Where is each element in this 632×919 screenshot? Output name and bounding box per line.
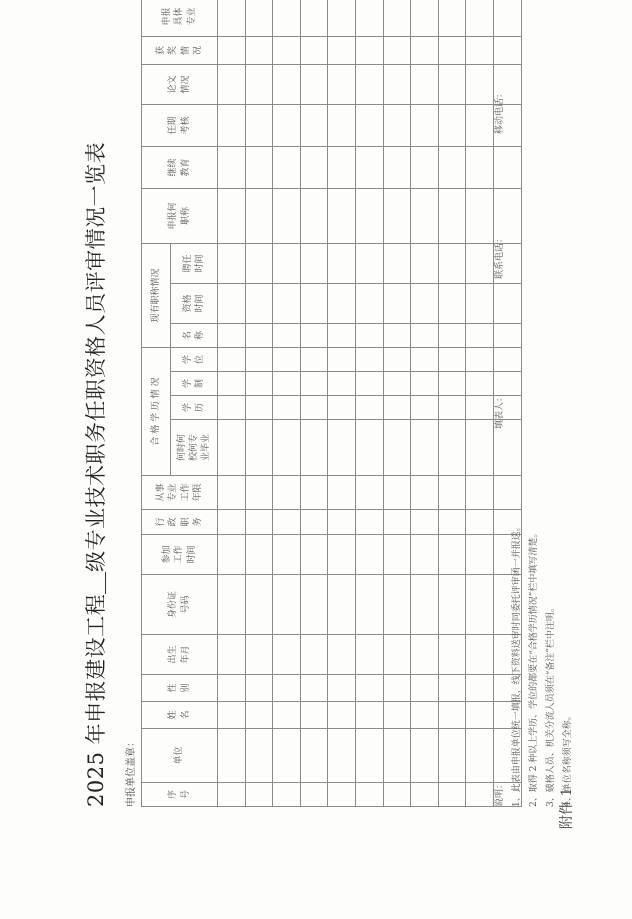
table-cell[interactable] — [273, 0, 301, 36]
table-cell[interactable] — [245, 702, 273, 729]
table-cell[interactable] — [355, 635, 383, 675]
table-cell[interactable] — [438, 348, 466, 372]
table-cell[interactable] — [438, 104, 466, 146]
table-cell[interactable] — [383, 575, 411, 635]
table-cell[interactable] — [383, 146, 411, 188]
table-cell[interactable] — [466, 396, 494, 420]
unit-seal-label: 申报单位盖章： — [126, 737, 137, 807]
table-cell[interactable] — [218, 243, 246, 283]
table-cell[interactable] — [328, 575, 356, 635]
table-cell[interactable] — [411, 348, 439, 372]
table-cell[interactable] — [328, 0, 356, 36]
table-row — [300, 0, 328, 807]
table-cell[interactable] — [218, 535, 246, 575]
table-cell[interactable] — [273, 348, 301, 372]
table-cell[interactable] — [411, 64, 439, 104]
table-cell[interactable] — [383, 64, 411, 104]
table-cell[interactable] — [245, 146, 273, 188]
table-cell[interactable] — [328, 510, 356, 535]
table-cell[interactable] — [273, 64, 301, 104]
table-cell[interactable] — [355, 243, 383, 283]
table-cell[interactable] — [383, 243, 411, 283]
table-cell[interactable] — [218, 396, 246, 420]
table-cell[interactable] — [493, 348, 521, 372]
table-cell[interactable] — [218, 104, 246, 146]
table-cell[interactable] — [245, 348, 273, 372]
table-cell[interactable] — [245, 420, 273, 476]
table-cell[interactable] — [300, 36, 328, 64]
table-cell[interactable] — [300, 104, 328, 146]
table-cell[interactable] — [438, 510, 466, 535]
header-schooling: 学制 — [171, 372, 218, 396]
table-cell[interactable] — [466, 535, 494, 575]
table-cell[interactable] — [411, 476, 439, 510]
table-cell[interactable] — [466, 64, 494, 104]
table-cell[interactable] — [300, 284, 328, 324]
table-cell[interactable] — [273, 146, 301, 188]
header-grad-school: 何时何校何专业毕业 — [171, 420, 218, 476]
table-cell[interactable] — [328, 284, 356, 324]
table-cell[interactable] — [273, 372, 301, 396]
table-body — [218, 0, 522, 807]
table-cell[interactable] — [300, 243, 328, 283]
table-cell[interactable] — [300, 188, 328, 243]
table-cell[interactable] — [411, 702, 439, 729]
attachment-label: 附件 1 — [559, 787, 575, 829]
table-cell[interactable] — [218, 575, 246, 635]
table-cell[interactable] — [383, 783, 411, 807]
table-cell[interactable] — [245, 104, 273, 146]
table-cell[interactable] — [411, 535, 439, 575]
table-cell[interactable] — [438, 372, 466, 396]
header-tenure-assess: 任期考核 — [142, 104, 218, 146]
table-cell[interactable] — [411, 783, 439, 807]
table-cell[interactable] — [411, 36, 439, 64]
table-cell[interactable] — [355, 0, 383, 36]
table-cell[interactable] — [245, 635, 273, 675]
table-cell[interactable] — [218, 372, 246, 396]
table-cell[interactable] — [466, 635, 494, 675]
table-cell[interactable] — [328, 146, 356, 188]
header-current-title-group: 现有职称情况 — [142, 243, 171, 347]
table-cell[interactable] — [438, 64, 466, 104]
table-row — [218, 0, 246, 807]
table-cell[interactable] — [245, 324, 273, 348]
table-cell[interactable] — [218, 348, 246, 372]
table-cell[interactable] — [218, 635, 246, 675]
table-cell[interactable] — [273, 535, 301, 575]
table-cell[interactable] — [438, 36, 466, 64]
table-cell[interactable] — [493, 372, 521, 396]
table-cell[interactable] — [328, 36, 356, 64]
table-cell[interactable] — [273, 510, 301, 535]
table-cell[interactable] — [273, 729, 301, 783]
table-cell[interactable] — [328, 635, 356, 675]
header-work-start: 参加工作时间 — [142, 535, 218, 575]
table-cell[interactable] — [383, 635, 411, 675]
table-cell[interactable] — [466, 372, 494, 396]
table-cell[interactable] — [383, 675, 411, 702]
table-cell[interactable] — [218, 188, 246, 243]
header-qual-time: 资格时间 — [171, 284, 218, 324]
table-cell[interactable] — [383, 36, 411, 64]
table-cell[interactable] — [328, 535, 356, 575]
table-cell[interactable] — [438, 396, 466, 420]
table-cell[interactable] — [383, 510, 411, 535]
table-cell[interactable] — [273, 783, 301, 807]
table-cell[interactable] — [300, 675, 328, 702]
table-cell[interactable] — [355, 104, 383, 146]
table-cell[interactable] — [218, 783, 246, 807]
table-cell[interactable] — [383, 372, 411, 396]
note-item: 1、此表由申报单位统一填报，线下资料送审时同委托评审函一并报送。 — [512, 522, 522, 807]
table-cell[interactable] — [466, 675, 494, 702]
table-cell[interactable] — [273, 702, 301, 729]
table-cell[interactable] — [493, 0, 521, 36]
table-cell[interactable] — [300, 783, 328, 807]
table-cell[interactable] — [328, 783, 356, 807]
table-cell[interactable] — [273, 284, 301, 324]
table-cell[interactable] — [218, 36, 246, 64]
table-cell[interactable] — [273, 476, 301, 510]
table-cell[interactable] — [300, 510, 328, 535]
table-row — [438, 0, 466, 807]
header-degree-edu: 学历 — [171, 396, 218, 420]
header-birth: 出生年月 — [142, 635, 218, 675]
table-cell[interactable] — [328, 476, 356, 510]
table-cell[interactable] — [411, 675, 439, 702]
table-cell[interactable] — [328, 675, 356, 702]
table-cell[interactable] — [466, 420, 494, 476]
table-cell[interactable] — [438, 675, 466, 702]
table-cell[interactable] — [466, 702, 494, 729]
table-cell[interactable] — [383, 702, 411, 729]
table-cell[interactable] — [328, 420, 356, 476]
table-cell[interactable] — [328, 64, 356, 104]
table-cell[interactable] — [245, 36, 273, 64]
table-cell[interactable] — [273, 188, 301, 243]
table-cell[interactable] — [355, 575, 383, 635]
table-cell[interactable] — [466, 146, 494, 188]
table-cell[interactable] — [438, 729, 466, 783]
table-cell[interactable] — [218, 729, 246, 783]
table-cell[interactable] — [383, 188, 411, 243]
table-cell[interactable] — [245, 64, 273, 104]
header-seq: 序号 — [142, 783, 218, 807]
table-cell[interactable] — [218, 510, 246, 535]
table-cell[interactable] — [438, 635, 466, 675]
table-cell[interactable] — [245, 783, 273, 807]
note-item: 3、破格人员、机关分流人员须在“备注”栏中注明。 — [546, 603, 556, 807]
table-cell[interactable] — [328, 372, 356, 396]
table-cell[interactable] — [383, 476, 411, 510]
filler-label: 填表人： — [495, 392, 505, 429]
header-admin-post: 行政职务 — [142, 510, 218, 535]
table-cell[interactable] — [383, 348, 411, 372]
table-cell[interactable] — [493, 36, 521, 64]
table-cell[interactable] — [411, 324, 439, 348]
table-cell[interactable] — [300, 635, 328, 675]
table-cell[interactable] — [218, 0, 246, 36]
header-specialty: 申报具体专业 — [142, 0, 218, 36]
table-cell[interactable] — [273, 635, 301, 675]
table-cell[interactable] — [411, 188, 439, 243]
table-cell[interactable] — [355, 420, 383, 476]
table-cell[interactable] — [245, 510, 273, 535]
table-cell[interactable] — [438, 476, 466, 510]
header-education-group: 合 格 学 历 情 况 — [142, 348, 171, 476]
table-cell[interactable] — [438, 243, 466, 283]
table-cell[interactable] — [273, 675, 301, 702]
table-cell[interactable] — [438, 0, 466, 36]
table-cell[interactable] — [273, 243, 301, 283]
header-gender: 性别 — [142, 675, 218, 702]
table-cell[interactable] — [383, 284, 411, 324]
table-cell[interactable] — [273, 324, 301, 348]
note-item: 2、取得 2 种以上学历、学位的都要在“合格学历情况”栏中填写清楚。 — [529, 528, 539, 807]
table-cell[interactable] — [273, 36, 301, 64]
table-cell[interactable] — [466, 36, 494, 64]
table-cell[interactable] — [466, 0, 494, 36]
table-cell[interactable] — [438, 146, 466, 188]
table-cell[interactable] — [411, 635, 439, 675]
table-cell[interactable] — [245, 675, 273, 702]
table-cell[interactable] — [218, 284, 246, 324]
header-name: 姓名 — [142, 702, 218, 729]
table-cell[interactable] — [411, 510, 439, 535]
table-cell[interactable] — [355, 284, 383, 324]
table-cell[interactable] — [300, 0, 328, 36]
table-row — [273, 0, 301, 807]
header-prof-years: 从事专业工作年限 — [142, 476, 218, 510]
table-cell[interactable] — [218, 146, 246, 188]
table-cell[interactable] — [438, 420, 466, 476]
table-cell[interactable] — [355, 729, 383, 783]
table-cell[interactable] — [438, 535, 466, 575]
table-cell[interactable] — [300, 372, 328, 396]
header-papers: 论文情况 — [142, 64, 218, 104]
table-cell[interactable] — [411, 284, 439, 324]
table-cell[interactable] — [383, 420, 411, 476]
table-cell[interactable] — [300, 348, 328, 372]
table-cell[interactable] — [383, 729, 411, 783]
table-cell[interactable] — [383, 324, 411, 348]
table-cell[interactable] — [438, 702, 466, 729]
table-cell[interactable] — [466, 729, 494, 783]
table-cell[interactable] — [245, 188, 273, 243]
table-cell[interactable] — [328, 702, 356, 729]
table-cell[interactable] — [300, 396, 328, 420]
table-cell[interactable] — [383, 535, 411, 575]
table-cell[interactable] — [355, 535, 383, 575]
table-row — [466, 0, 494, 807]
table-cell[interactable] — [218, 420, 246, 476]
header-awards: 获奖情况 — [142, 36, 218, 64]
contact-phone-label: 联系电话： — [495, 233, 505, 279]
table-cell[interactable] — [466, 188, 494, 243]
table-cell[interactable] — [493, 284, 521, 324]
table-cell[interactable] — [355, 702, 383, 729]
table-cell[interactable] — [438, 324, 466, 348]
table-cell[interactable] — [355, 372, 383, 396]
table-cell[interactable] — [245, 396, 273, 420]
table-cell[interactable] — [245, 0, 273, 36]
table-cell[interactable] — [300, 64, 328, 104]
table-cell[interactable] — [355, 146, 383, 188]
table-cell[interactable] — [245, 476, 273, 510]
table-cell[interactable] — [273, 104, 301, 146]
table-cell[interactable] — [245, 575, 273, 635]
table-cell[interactable] — [218, 476, 246, 510]
table-cell[interactable] — [328, 104, 356, 146]
header-title-name: 名称 — [171, 324, 218, 348]
table-cell[interactable] — [273, 575, 301, 635]
table-cell[interactable] — [328, 243, 356, 283]
table-cell[interactable] — [355, 510, 383, 535]
table-cell[interactable] — [383, 396, 411, 420]
header-id-number: 身份证号码 — [142, 575, 218, 635]
table-cell[interactable] — [355, 36, 383, 64]
title-prefix: 2025 年申报建设工程 — [84, 593, 108, 807]
table-cell[interactable] — [300, 575, 328, 635]
table-cell[interactable] — [411, 0, 439, 36]
table-cell[interactable] — [273, 396, 301, 420]
table-row — [355, 0, 383, 807]
table-cell[interactable] — [466, 476, 494, 510]
notes-heading: 说明： — [495, 779, 505, 807]
table-cell[interactable] — [355, 675, 383, 702]
table-cell[interactable] — [466, 104, 494, 146]
table-cell[interactable] — [355, 476, 383, 510]
table-row — [411, 0, 439, 807]
table-cell[interactable] — [411, 146, 439, 188]
table-cell[interactable] — [411, 729, 439, 783]
header-applied-title: 申报何职称 — [142, 188, 218, 243]
header-degree: 学位 — [171, 348, 218, 372]
table-cell[interactable] — [411, 372, 439, 396]
table-cell[interactable] — [438, 284, 466, 324]
table-cell[interactable] — [438, 188, 466, 243]
table-cell[interactable] — [218, 702, 246, 729]
table-cell[interactable] — [493, 324, 521, 348]
table-cell[interactable] — [218, 64, 246, 104]
header-unit: 单位 — [142, 729, 218, 783]
table-cell[interactable] — [328, 396, 356, 420]
table-cell[interactable] — [466, 783, 494, 807]
title-suffix: 级专业技术职务任职资格人员评审情况一览表 — [84, 141, 108, 572]
table-cell[interactable] — [411, 396, 439, 420]
table-cell[interactable] — [245, 243, 273, 283]
table-row — [383, 0, 411, 807]
table-cell[interactable] — [355, 64, 383, 104]
table-cell[interactable] — [493, 476, 521, 510]
table-cell[interactable] — [218, 675, 246, 702]
table-cell[interactable] — [411, 243, 439, 283]
document-title — [80, 47, 110, 807]
table-cell[interactable] — [466, 510, 494, 535]
table-row — [245, 0, 273, 807]
title-level-blank — [82, 572, 106, 594]
table-cell[interactable] — [383, 0, 411, 36]
table-cell[interactable] — [411, 420, 439, 476]
table-cell[interactable] — [493, 146, 521, 188]
evaluation-table — [141, 0, 522, 807]
table-cell[interactable] — [300, 729, 328, 783]
table-cell[interactable] — [466, 243, 494, 283]
table-cell[interactable] — [300, 324, 328, 348]
table-cell[interactable] — [328, 188, 356, 243]
header-continuing-edu: 继续教育 — [142, 146, 218, 188]
table-cell[interactable] — [438, 783, 466, 807]
header-appoint-time: 聘任时间 — [171, 243, 218, 283]
table-cell[interactable] — [383, 104, 411, 146]
table-cell[interactable] — [300, 476, 328, 510]
table-cell[interactable] — [466, 324, 494, 348]
table-cell[interactable] — [300, 146, 328, 188]
table-cell[interactable] — [466, 284, 494, 324]
table-cell[interactable] — [300, 535, 328, 575]
table-cell[interactable] — [355, 396, 383, 420]
table-cell[interactable] — [328, 348, 356, 372]
note-item: 4、单位名称须写全称。 — [563, 711, 573, 807]
table-cell[interactable] — [355, 324, 383, 348]
table-cell[interactable] — [245, 372, 273, 396]
table-cell[interactable] — [328, 324, 356, 348]
table-cell[interactable] — [411, 104, 439, 146]
table-cell[interactable] — [300, 420, 328, 476]
table-cell[interactable] — [328, 729, 356, 783]
table-cell[interactable] — [273, 420, 301, 476]
table-cell[interactable] — [355, 348, 383, 372]
mobile-phone-label: 移动电话： — [495, 88, 505, 134]
notes — [492, 522, 577, 807]
table-cell[interactable] — [218, 324, 246, 348]
table-row — [328, 0, 356, 807]
table-cell[interactable] — [355, 783, 383, 807]
table-cell[interactable] — [411, 575, 439, 635]
table-cell[interactable] — [355, 188, 383, 243]
table-cell[interactable] — [466, 348, 494, 372]
table-cell[interactable] — [245, 284, 273, 324]
table-cell[interactable] — [466, 575, 494, 635]
table-cell[interactable] — [438, 575, 466, 635]
table-cell[interactable] — [300, 702, 328, 729]
table-cell[interactable] — [245, 729, 273, 783]
table-cell[interactable] — [245, 535, 273, 575]
